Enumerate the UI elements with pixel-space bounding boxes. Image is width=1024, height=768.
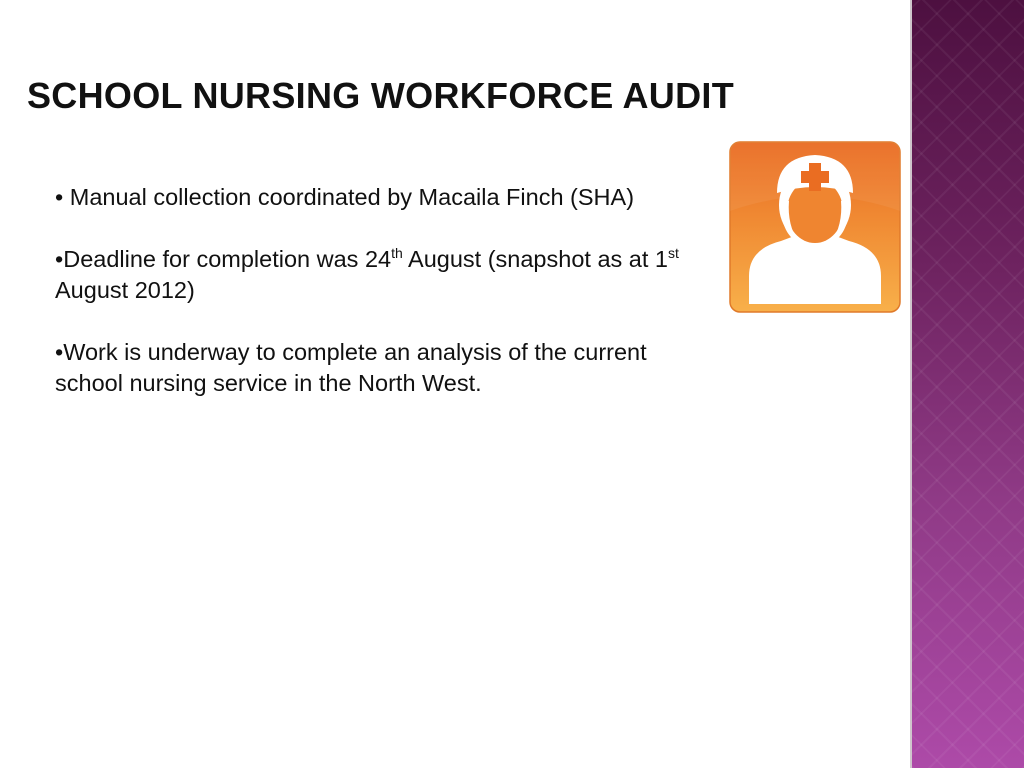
bullet-item-analysis: •Work is underway to complete an analysis of the current school nursing service in the North West. [55, 339, 647, 396]
slide-title: SCHOOL NURSING WORKFORCE AUDIT [27, 75, 734, 116]
nurse-icon [729, 141, 901, 313]
ordinal-suffix: th [391, 245, 403, 261]
decorative-sidebar [912, 0, 1024, 768]
bullet-list [55, 182, 695, 430]
ordinal-suffix: st [668, 245, 679, 261]
bullet-item-collection: • Manual collection coordinated by Macaila Finch (SHA) [55, 184, 635, 210]
deadline-text-part2: August (snapshot as at 1 [402, 246, 668, 272]
deadline-text-part3: August 2012) [55, 277, 195, 303]
bullet-item-deadline [55, 244, 695, 306]
deadline-text-part1: •Deadline for completion was 24 [55, 246, 392, 272]
